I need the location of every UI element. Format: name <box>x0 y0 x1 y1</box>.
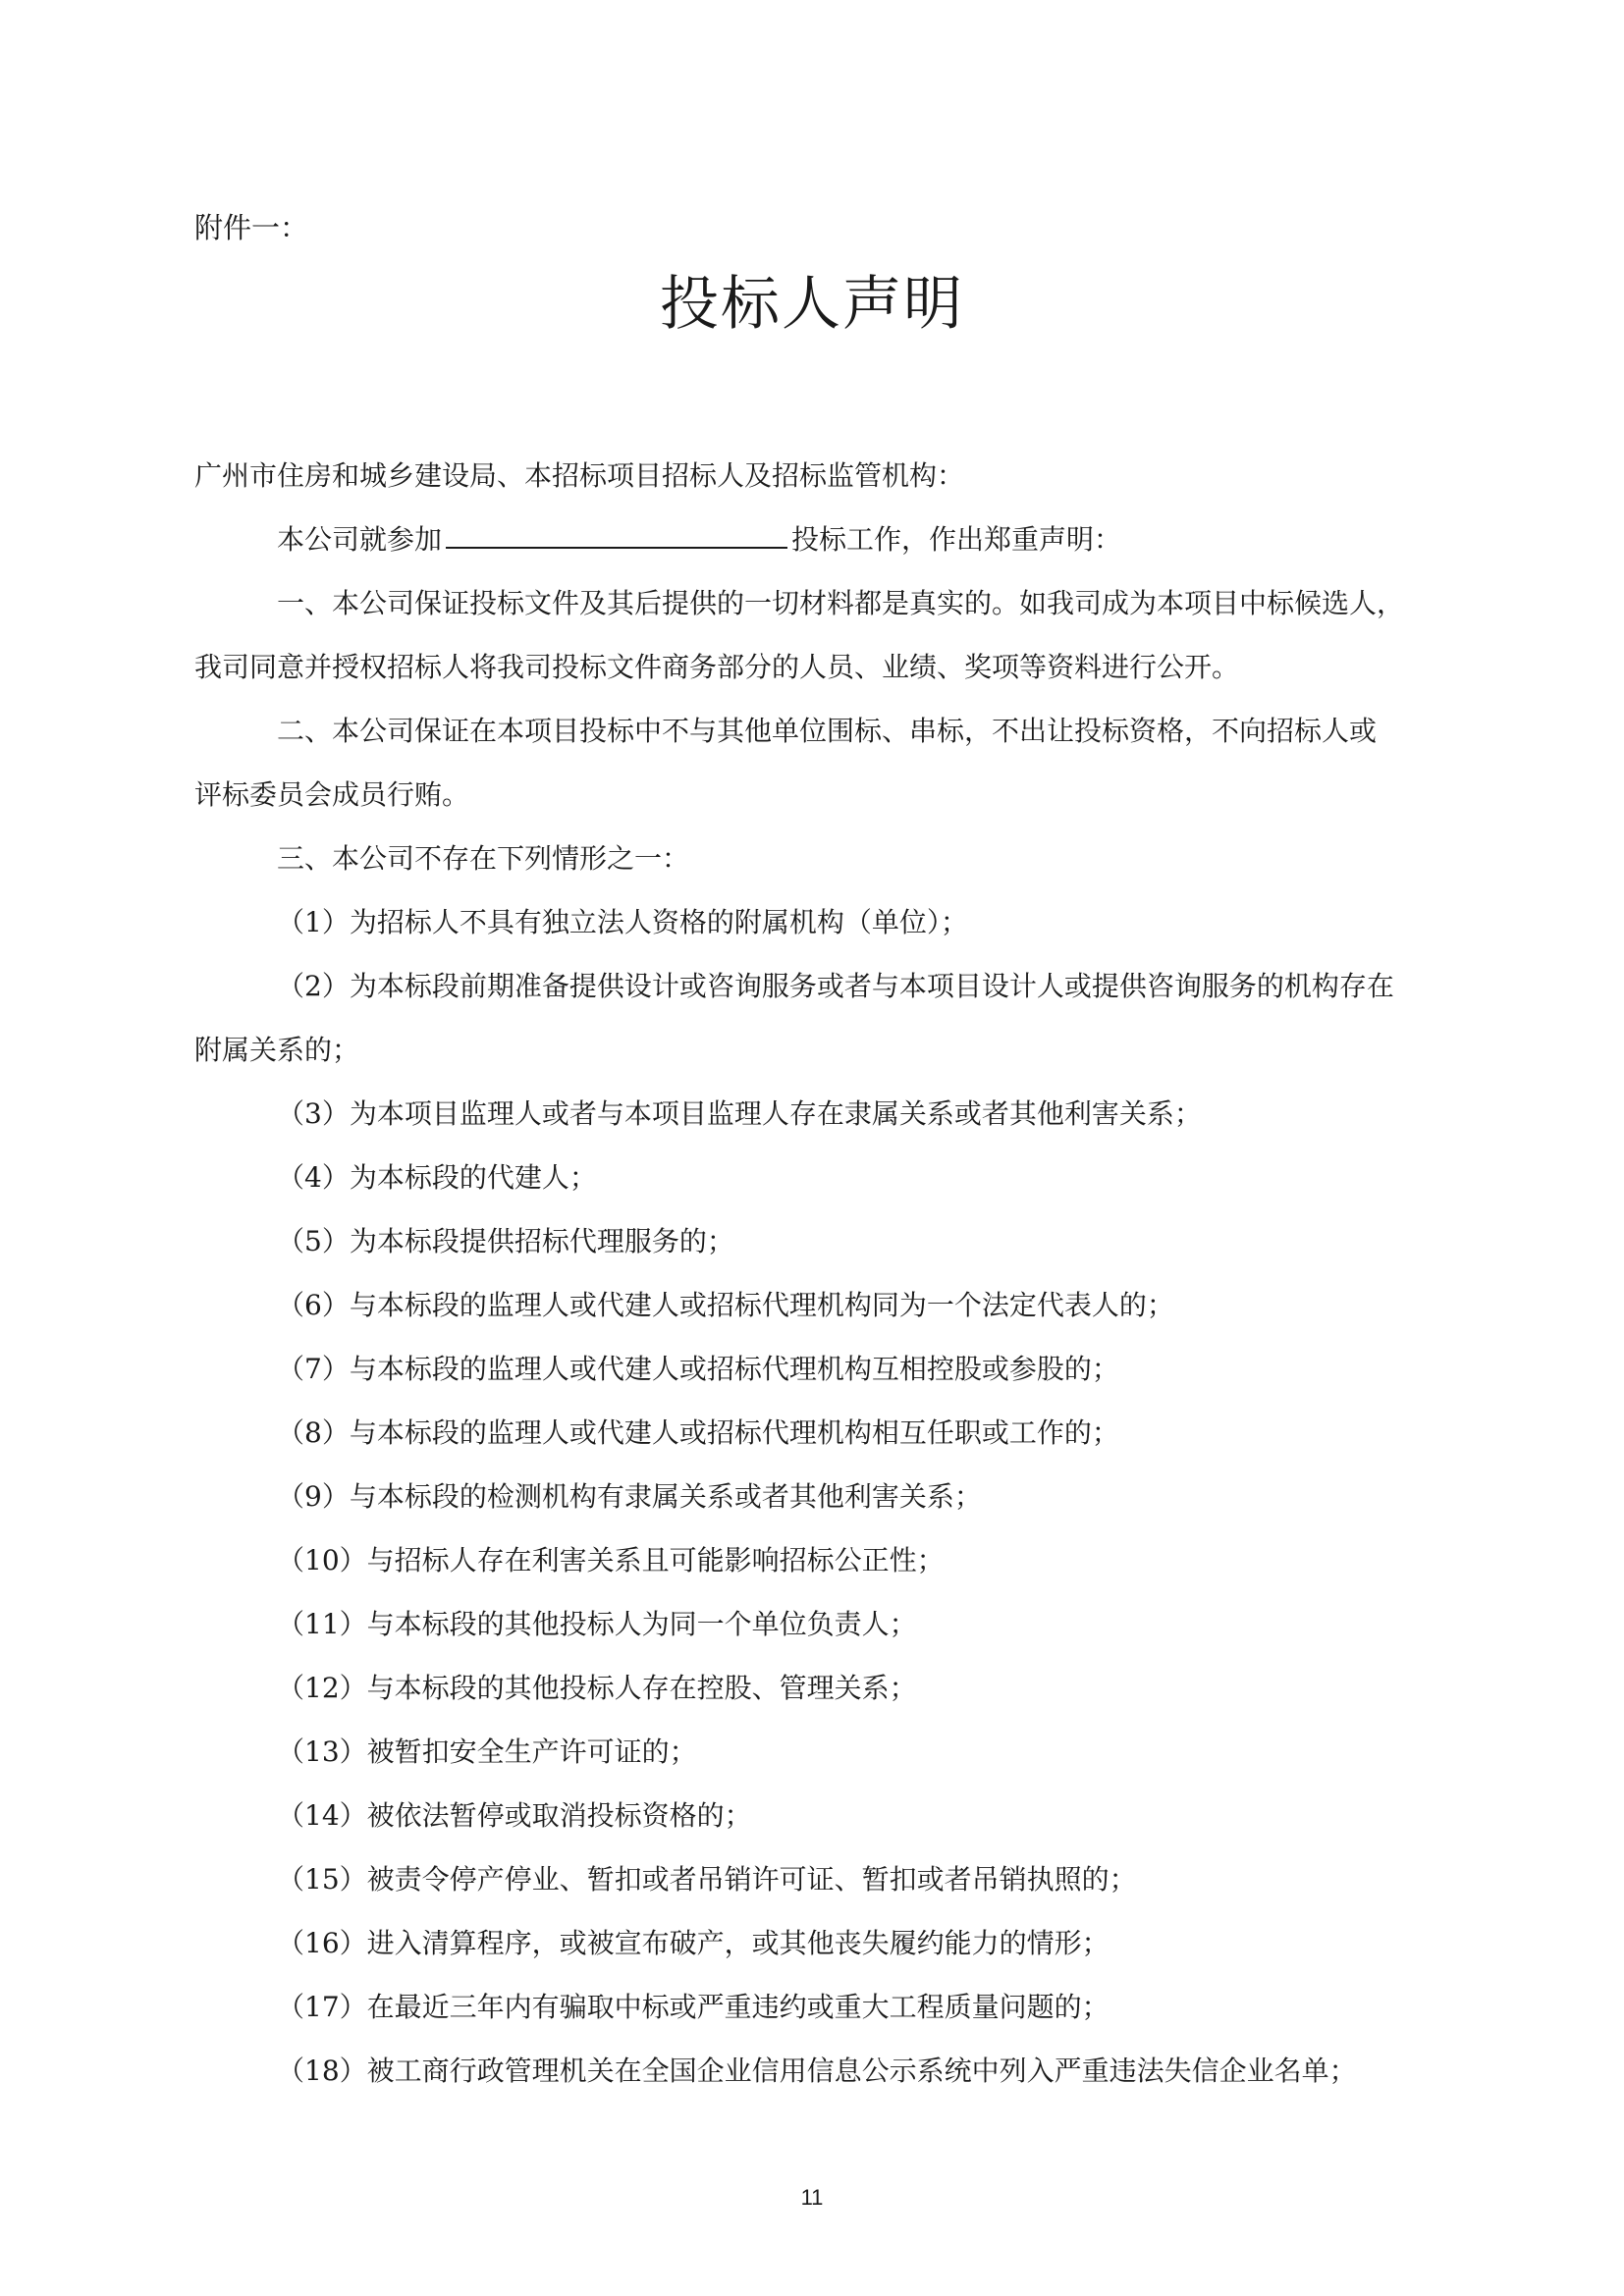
list-item: （15）被责令停产停业、暂扣或者吊销许可证、暂扣或者吊销执照的； <box>277 1863 1137 1896</box>
list-item: （3）为本项目监理人或者与本项目监理人存在隶属关系或者其他利害关系； <box>277 1097 1202 1130</box>
list-item: （12）与本标段的其他投标人存在控股、管理关系； <box>277 1672 917 1704</box>
list-item-continuation: 附属关系的； <box>194 1034 360 1066</box>
list-item: （10）与招标人存在利害关系且可能影响招标公正性； <box>277 1544 945 1576</box>
list-item: （5）为本标段提供招标代理服务的； <box>277 1225 734 1257</box>
list-item: （2）为本标段前期准备提供设计或咨询服务或者与本项目设计人或提供咨询服务的机构存在 <box>277 970 1394 1002</box>
list-item: （1）为招标人不具有独立法人资格的附属机构（单位）； <box>277 906 968 938</box>
document-title: 投标人声明 <box>660 270 964 339</box>
clause-1-line-2: 我司同意并授权招标人将我司投标文件商务部分的人员、业绩、奖项等资料进行公开。 <box>194 651 1240 683</box>
list-item: （13）被暂扣安全生产许可证的； <box>277 1735 697 1768</box>
intro-text-before: 本公司就参加 <box>277 523 443 556</box>
list-item: （4）为本标段的代建人； <box>277 1161 597 1194</box>
list-item: （8）与本标段的监理人或代建人或招标代理机构相互任职或工作的； <box>277 1416 1119 1449</box>
clause-1-line-1: 一、本公司保证投标文件及其后提供的一切材料都是真实的。如我司成为本项目中标候选人， <box>277 587 1405 619</box>
declaration-body <box>194 444 1447 2103</box>
list-item: （18）被工商行政管理机关在全国企业信用信息公示系统中列入严重违法失信企业名单； <box>277 2055 1357 2087</box>
list-item: （6）与本标段的监理人或代建人或招标代理机构同为一个法定代表人的； <box>277 1289 1174 1321</box>
list-item: （17）在最近三年内有骗取中标或严重违约或重大工程质量问题的； <box>277 1991 1110 2023</box>
list-item: （11）与本标段的其他投标人为同一个单位负责人； <box>277 1608 917 1640</box>
addressee-line: 广州市住房和城乡建设局、本招标项目招标人及招标监管机构： <box>194 459 965 492</box>
page-number: 11 <box>800 2185 824 2210</box>
clause-2-line-2: 评标委员会成员行贿。 <box>194 778 470 811</box>
clause-3-heading: 三、本公司不存在下列情形之一： <box>277 842 690 875</box>
list-item: （14）被依法暂停或取消投标资格的； <box>277 1799 752 1832</box>
clause-2-line-1: 二、本公司保证在本项目投标中不与其他单位围标、串标，不出让投标资格，不向招标人或 <box>277 715 1378 747</box>
intro-text-after: 投标工作，作出郑重声明： <box>791 523 1122 556</box>
list-item: （7）与本标段的监理人或代建人或招标代理机构互相控股或参股的； <box>277 1353 1119 1385</box>
list-item: （9）与本标段的检测机构有隶属关系或者其他利害关系； <box>277 1480 982 1513</box>
intro-line <box>194 507 1447 571</box>
attachment-label: 附件一： <box>194 211 309 244</box>
project-name-blank <box>446 521 787 549</box>
list-item: （16）进入清算程序，或被宣布破产，或其他丧失履约能力的情形； <box>277 1927 1110 1959</box>
